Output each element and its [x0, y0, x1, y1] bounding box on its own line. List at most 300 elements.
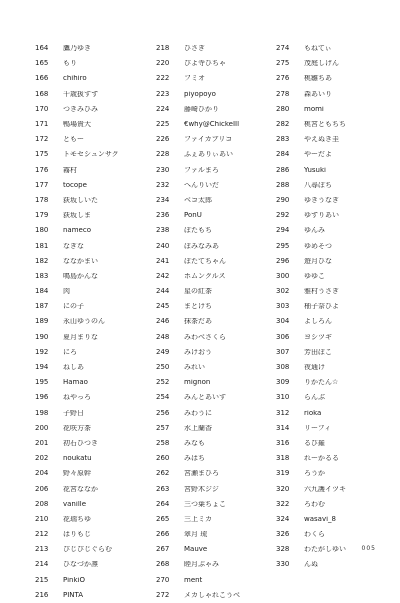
page-ref-number: 192	[35, 347, 49, 356]
credit-entry	[276, 406, 392, 421]
credit-entry	[35, 71, 151, 86]
artist-name: るび羅	[304, 439, 325, 447]
credit-entry	[35, 314, 151, 329]
page-ref-number: 307	[276, 347, 290, 356]
credit-entry	[35, 299, 151, 314]
page-ref-number: 312	[276, 408, 290, 417]
artist-name: 野々原幹	[63, 470, 91, 478]
page-ref-number: 166	[35, 74, 49, 83]
credit-entry	[156, 163, 272, 178]
credit-entry	[35, 375, 151, 390]
credit-entry	[156, 421, 272, 436]
credit-entry	[156, 436, 272, 451]
artist-name: 遊月ひな	[304, 257, 332, 265]
credit-entry	[35, 163, 151, 178]
credit-entry	[156, 497, 272, 512]
credit-entry	[35, 208, 151, 223]
page-ref-number: 278	[276, 89, 290, 98]
credit-entry	[276, 56, 392, 71]
page-ref-number: 187	[35, 302, 49, 311]
credit-entry	[276, 527, 392, 542]
page-ref-number: 222	[156, 74, 170, 83]
credit-entry	[156, 542, 272, 557]
artist-name: 宮瀬まひろ	[184, 470, 219, 478]
credit-entry	[276, 345, 392, 360]
credit-entry	[276, 330, 392, 345]
credit-entry	[156, 238, 272, 253]
page-ref-number: 198	[35, 408, 49, 417]
artist-name: 柚子奈ひよ	[304, 303, 339, 311]
page-ref-number: 316	[276, 438, 290, 447]
credit-entry	[156, 178, 272, 193]
credit-entry	[156, 314, 272, 329]
credit-entry	[156, 466, 272, 481]
credit-entry	[156, 102, 272, 117]
artist-name: 夏月まりな	[63, 333, 98, 341]
artist-name: 花瑞ちゆ	[63, 515, 91, 523]
page-ref-number: 178	[35, 195, 49, 204]
credit-entry	[276, 421, 392, 436]
artist-name: トモセシュンサク	[63, 151, 119, 159]
page-ref-number: 328	[276, 545, 290, 554]
page-ref-number: 250	[156, 363, 170, 372]
artist-name: ぴじぴじぐらむ	[63, 546, 112, 554]
credit-entry	[276, 71, 392, 86]
page-ref-number: 182	[35, 256, 49, 265]
artist-name: わたがしゆい	[304, 546, 346, 554]
credit-entry	[35, 147, 151, 162]
credit-entry	[276, 178, 392, 193]
page-ref-number: 310	[276, 393, 290, 402]
credit-entry	[276, 238, 392, 253]
page-ref-number: 262	[156, 469, 170, 478]
page-ref-number: 164	[35, 44, 49, 53]
page-ref-number: 309	[276, 378, 290, 387]
page-ref-number: 172	[35, 135, 49, 144]
artist-name: 茂庭しげん	[304, 60, 339, 68]
artist-name: やえぬき圭	[304, 136, 339, 144]
artist-name: 森あいり	[304, 90, 332, 98]
page-ref-number: 223	[156, 89, 170, 98]
credit-entry	[35, 360, 151, 375]
artist-name: piyopoyo	[184, 90, 216, 98]
page-ref-number: 324	[276, 514, 290, 523]
page-ref-number: 183	[35, 271, 49, 280]
credit-entry	[35, 56, 151, 71]
artist-name: ベコ太郎	[184, 196, 212, 204]
page-ref-number: 319	[276, 469, 290, 478]
artist-name: わくら	[304, 531, 325, 539]
artist-name: 花宮ななか	[63, 485, 98, 493]
artist-name: やーだよ	[304, 151, 332, 159]
page-ref-number: 263	[156, 484, 170, 493]
artist-name: みけおう	[184, 348, 212, 356]
credit-entry	[156, 573, 272, 588]
page-ref-number: 214	[35, 560, 49, 569]
page-ref-number: 322	[276, 499, 290, 508]
page-ref-number: 179	[35, 211, 49, 220]
credit-entry	[35, 41, 151, 56]
artist-name: ふぇありぃあい	[184, 151, 233, 159]
artist-name: 荻坂しま	[63, 212, 91, 220]
credits-column-3	[276, 41, 392, 573]
page-ref-number: 204	[35, 469, 49, 478]
artist-name: みんとあいす	[184, 394, 226, 402]
page-ref-number: 228	[156, 150, 170, 159]
credit-entry	[156, 147, 272, 162]
page-ref-number: 260	[156, 454, 170, 463]
credit-entry	[156, 269, 272, 284]
credit-entry	[35, 451, 151, 466]
artist-name: PonU	[184, 212, 202, 220]
credit-entry	[35, 178, 151, 193]
artist-name: ゆめそつ	[304, 242, 332, 250]
artist-name: nameco	[63, 227, 91, 235]
page-ref-number: 265	[156, 514, 170, 523]
artist-name: 宮野木ジジ	[184, 485, 219, 493]
artist-name: momi	[304, 105, 324, 113]
credit-entry	[156, 117, 272, 132]
artist-name: つきみひみ	[63, 105, 98, 113]
page-ref-number: 252	[156, 378, 170, 387]
credit-entry	[276, 132, 392, 147]
page-ref-number: 246	[156, 317, 170, 326]
page-ref-number: 218	[156, 44, 170, 53]
page-ref-number: 175	[35, 150, 49, 159]
page-ref-number: 249	[156, 347, 170, 356]
page-ref-number: 248	[156, 332, 170, 341]
page-ref-number: 258	[156, 438, 170, 447]
artist-name: ゆんみ	[304, 227, 325, 235]
page-ref-number: 274	[276, 44, 290, 53]
artist-name: まとけち	[184, 303, 212, 311]
artist-name: もねてぃ	[304, 45, 332, 53]
credit-entry	[35, 557, 151, 572]
page-ref-number: 224	[156, 104, 170, 113]
credit-entry	[35, 512, 151, 527]
credit-entry	[276, 451, 392, 466]
credit-entry	[35, 527, 151, 542]
page-ref-number: 288	[276, 180, 290, 189]
artist-name: リーフィ	[304, 424, 332, 432]
credit-entry	[35, 588, 151, 603]
artist-name: ゆずりあい	[304, 212, 339, 220]
credit-entry	[35, 193, 151, 208]
page-ref-number: 270	[156, 575, 170, 584]
page-ref-number: 296	[276, 256, 290, 265]
credit-entry	[276, 314, 392, 329]
artist-name: にの子	[63, 303, 84, 311]
credit-entry	[156, 390, 272, 405]
page-ref-number: 244	[156, 287, 170, 296]
artist-name: ねしあ	[63, 364, 84, 372]
page-ref-number: 256	[156, 408, 170, 417]
artist-name: 三つ葉ちょこ	[184, 500, 226, 508]
page-ref-number: 330	[276, 560, 290, 569]
artist-name: ひさぎ	[184, 45, 205, 53]
artist-name: なぎな	[63, 242, 84, 250]
artist-name: 鴨場貴大	[63, 121, 91, 129]
artist-name: wasavi_8	[304, 515, 336, 523]
credit-entry	[35, 269, 151, 284]
credit-entry	[35, 466, 151, 481]
page-ref-number: 206	[35, 484, 49, 493]
page-ref-number: 194	[35, 363, 49, 372]
artist-name: Hamao	[63, 379, 88, 387]
artist-name: 抹茶だあ	[184, 318, 212, 326]
credits-column-2	[156, 41, 272, 603]
page-ref-number: 220	[156, 59, 170, 68]
credit-entry	[156, 406, 272, 421]
credit-entry	[276, 436, 392, 451]
credit-entry	[35, 117, 151, 132]
artist-name: 三上ミカ	[184, 515, 212, 523]
credit-entry	[276, 466, 392, 481]
page-ref-number: 240	[156, 241, 170, 250]
credit-entry	[35, 330, 151, 345]
artist-name: ファイカブリコ	[184, 136, 233, 144]
page-ref-number: 225	[156, 120, 170, 129]
artist-name: ぽみなみあ	[184, 242, 219, 250]
artist-name: ななかまい	[63, 257, 98, 265]
artist-name: 星の紅茶	[184, 288, 212, 296]
credit-entry	[276, 269, 392, 284]
artist-name: 鳴島かんな	[63, 272, 98, 280]
artist-name: ろわむ	[304, 500, 325, 508]
page-number: 005	[361, 545, 376, 552]
page-ref-number: 245	[156, 302, 170, 311]
artist-name: みわべさくら	[184, 333, 226, 341]
artist-name: ぽたもち	[184, 227, 212, 235]
credit-entry	[156, 360, 272, 375]
credit-entry	[35, 345, 151, 360]
page-ref-number: 170	[35, 104, 49, 113]
credit-entry	[35, 238, 151, 253]
credit-entry	[156, 345, 272, 360]
page-ref-number: 238	[156, 226, 170, 235]
credit-entry	[156, 451, 272, 466]
page-ref-number: 234	[156, 195, 170, 204]
credit-entry	[35, 254, 151, 269]
artist-name: らんぶ	[304, 394, 325, 402]
credit-entry	[156, 557, 272, 572]
artist-name: ろうか	[304, 470, 325, 478]
page-ref-number: 208	[35, 499, 49, 508]
page-ref-number: 215	[35, 575, 49, 584]
artist-name: よしろん	[304, 318, 332, 326]
artist-name: ホムンクルス	[184, 272, 226, 280]
credit-entry	[276, 557, 392, 572]
page-ref-number: 300	[276, 271, 290, 280]
credit-entry	[156, 375, 272, 390]
artist-name: れーかるる	[304, 455, 339, 463]
credit-entry	[276, 102, 392, 117]
artist-name: PINTA	[63, 591, 84, 599]
credit-entry	[35, 390, 151, 405]
page-ref-number: 210	[35, 514, 49, 523]
artist-name: ment	[184, 576, 203, 584]
artist-name: ゆゆこ	[304, 272, 325, 280]
page-ref-number: 168	[35, 89, 49, 98]
credit-entry	[35, 87, 151, 102]
page-ref-number: 201	[35, 438, 49, 447]
credit-entry	[156, 588, 272, 603]
artist-name: んぬ	[304, 561, 318, 569]
page-ref-number: 326	[276, 530, 290, 539]
credit-entry	[156, 56, 272, 71]
page-ref-number: 283	[276, 135, 290, 144]
page-ref-number: 212	[35, 530, 49, 539]
artist-name: Yusuki	[304, 166, 326, 174]
credit-entry	[156, 254, 272, 269]
page-ref-number: 267	[156, 545, 170, 554]
page-ref-number: 292	[276, 211, 290, 220]
page-ref-number: 272	[156, 590, 170, 599]
artist-name: vanille	[63, 500, 87, 508]
credit-entry	[156, 527, 272, 542]
credit-entry	[276, 360, 392, 375]
page-ref-number: 184	[35, 287, 49, 296]
credits-column-1	[35, 41, 151, 603]
credit-entry	[276, 299, 392, 314]
artist-name: 荻坂しいた	[63, 196, 98, 204]
artist-name: chihiro	[63, 75, 87, 83]
artist-name: 鷹乃ゆき	[63, 45, 91, 53]
artist-name: ぴよ寺ひちゃ	[184, 60, 226, 68]
page-ref-number: 284	[276, 150, 290, 159]
artist-name: €why@ChickeIIl	[184, 121, 240, 129]
page-ref-number: 176	[35, 165, 49, 174]
page-ref-number: 171	[35, 120, 49, 129]
credit-entry	[35, 542, 151, 557]
artist-name: rioka	[304, 409, 322, 417]
artist-name: ねやっろ	[63, 394, 91, 402]
credit-entry	[35, 132, 151, 147]
artist-name: 霧村	[63, 166, 77, 174]
page-ref-number: 314	[276, 423, 290, 432]
page-ref-number: 304	[276, 317, 290, 326]
page-ref-number: 302	[276, 287, 290, 296]
artist-name: ともー	[63, 136, 84, 144]
credit-entry	[276, 284, 392, 299]
page-ref-number: 181	[35, 241, 49, 250]
artist-name: 肉	[63, 288, 70, 296]
artist-name: 八尋ぽち	[304, 181, 332, 189]
page-ref-number: 216	[35, 590, 49, 599]
artist-name: 千歳扱すず	[63, 90, 99, 98]
artist-name: 雅村うさぎ	[304, 288, 339, 296]
artist-name: みはち	[184, 455, 205, 463]
credit-entry	[35, 223, 151, 238]
artist-name: 桃雛ちあ	[304, 75, 332, 83]
credit-entry	[156, 87, 272, 102]
page-ref-number: 295	[276, 241, 290, 250]
credit-entry	[156, 132, 272, 147]
credit-entry	[35, 497, 151, 512]
artist-name: にろ	[63, 348, 77, 356]
artist-name: みれい	[184, 364, 205, 372]
page-ref-number: 236	[156, 211, 170, 220]
page-ref-number: 268	[156, 560, 170, 569]
credit-entry	[276, 497, 392, 512]
page-ref-number: 276	[276, 74, 290, 83]
artist-name: 翠月 琉	[184, 531, 208, 539]
page-ref-number: 230	[156, 165, 170, 174]
credit-entry	[35, 573, 151, 588]
page-ref-number: 196	[35, 393, 49, 402]
credit-entry	[156, 512, 272, 527]
credit-entry	[276, 193, 392, 208]
credit-entry	[276, 147, 392, 162]
page-ref-number: 165	[35, 59, 49, 68]
artist-name: みわうに	[184, 409, 212, 417]
artist-name: 六九護イツキ	[304, 485, 346, 493]
credit-entry	[276, 208, 392, 223]
artist-name: tocope	[63, 181, 87, 189]
page-ref-number: 286	[276, 165, 290, 174]
credit-entry	[156, 193, 272, 208]
artist-name: 芳田ぽこ	[304, 348, 332, 356]
page-ref-number: 294	[276, 226, 290, 235]
credit-entry	[276, 163, 392, 178]
page-ref-number: 202	[35, 454, 49, 463]
credit-entry	[276, 375, 392, 390]
artist-name: 水上蘭香	[184, 424, 212, 432]
credit-entry	[35, 284, 151, 299]
credit-entry	[35, 481, 151, 496]
credit-entry	[156, 481, 272, 496]
artist-name: Mauve	[184, 546, 208, 554]
page-ref-number: 177	[35, 180, 49, 189]
artist-name: PinkiÖ	[63, 576, 85, 584]
artist-name: mignon	[184, 379, 211, 387]
page-ref-number: 308	[276, 363, 290, 372]
artist-name: 子野日	[63, 409, 84, 417]
page-ref-number: 257	[156, 423, 170, 432]
artist-name: ゆきうなぎ	[304, 196, 339, 204]
page-ref-number: 190	[35, 332, 49, 341]
page-ref-number: 195	[35, 378, 49, 387]
credit-entry	[276, 481, 392, 496]
credit-entry	[35, 102, 151, 117]
credit-entry	[156, 71, 272, 86]
page-ref-number: 280	[276, 104, 290, 113]
page-ref-number: 303	[276, 302, 290, 311]
credit-entry	[156, 223, 272, 238]
artist-name: ヨシツギ	[304, 333, 332, 341]
credit-entry	[276, 512, 392, 527]
artist-name: フミオ	[184, 75, 205, 83]
artist-name: 藤崎ひかり	[184, 105, 219, 113]
artist-name: はりもじ	[63, 531, 91, 539]
credit-entry	[276, 117, 392, 132]
credit-entry	[276, 390, 392, 405]
artist-name: りかたん☆	[304, 379, 339, 387]
page-ref-number: 254	[156, 393, 170, 402]
artist-name: ひなづか凛	[63, 561, 98, 569]
artist-name: noukatu	[63, 455, 92, 463]
credit-entry	[276, 254, 392, 269]
credit-entry	[276, 223, 392, 238]
credit-entry	[35, 421, 151, 436]
artist-name: ぽたてちゃん	[184, 257, 226, 265]
artist-name: へんりいだ	[184, 181, 219, 189]
artist-name: 初石ひつき	[63, 439, 98, 447]
artist-name: 睦月ぷゃみ	[184, 561, 219, 569]
artist-name: もり	[63, 60, 77, 68]
artist-name: 桃宮ともちち	[304, 121, 346, 129]
page-ref-number: 241	[156, 256, 170, 265]
